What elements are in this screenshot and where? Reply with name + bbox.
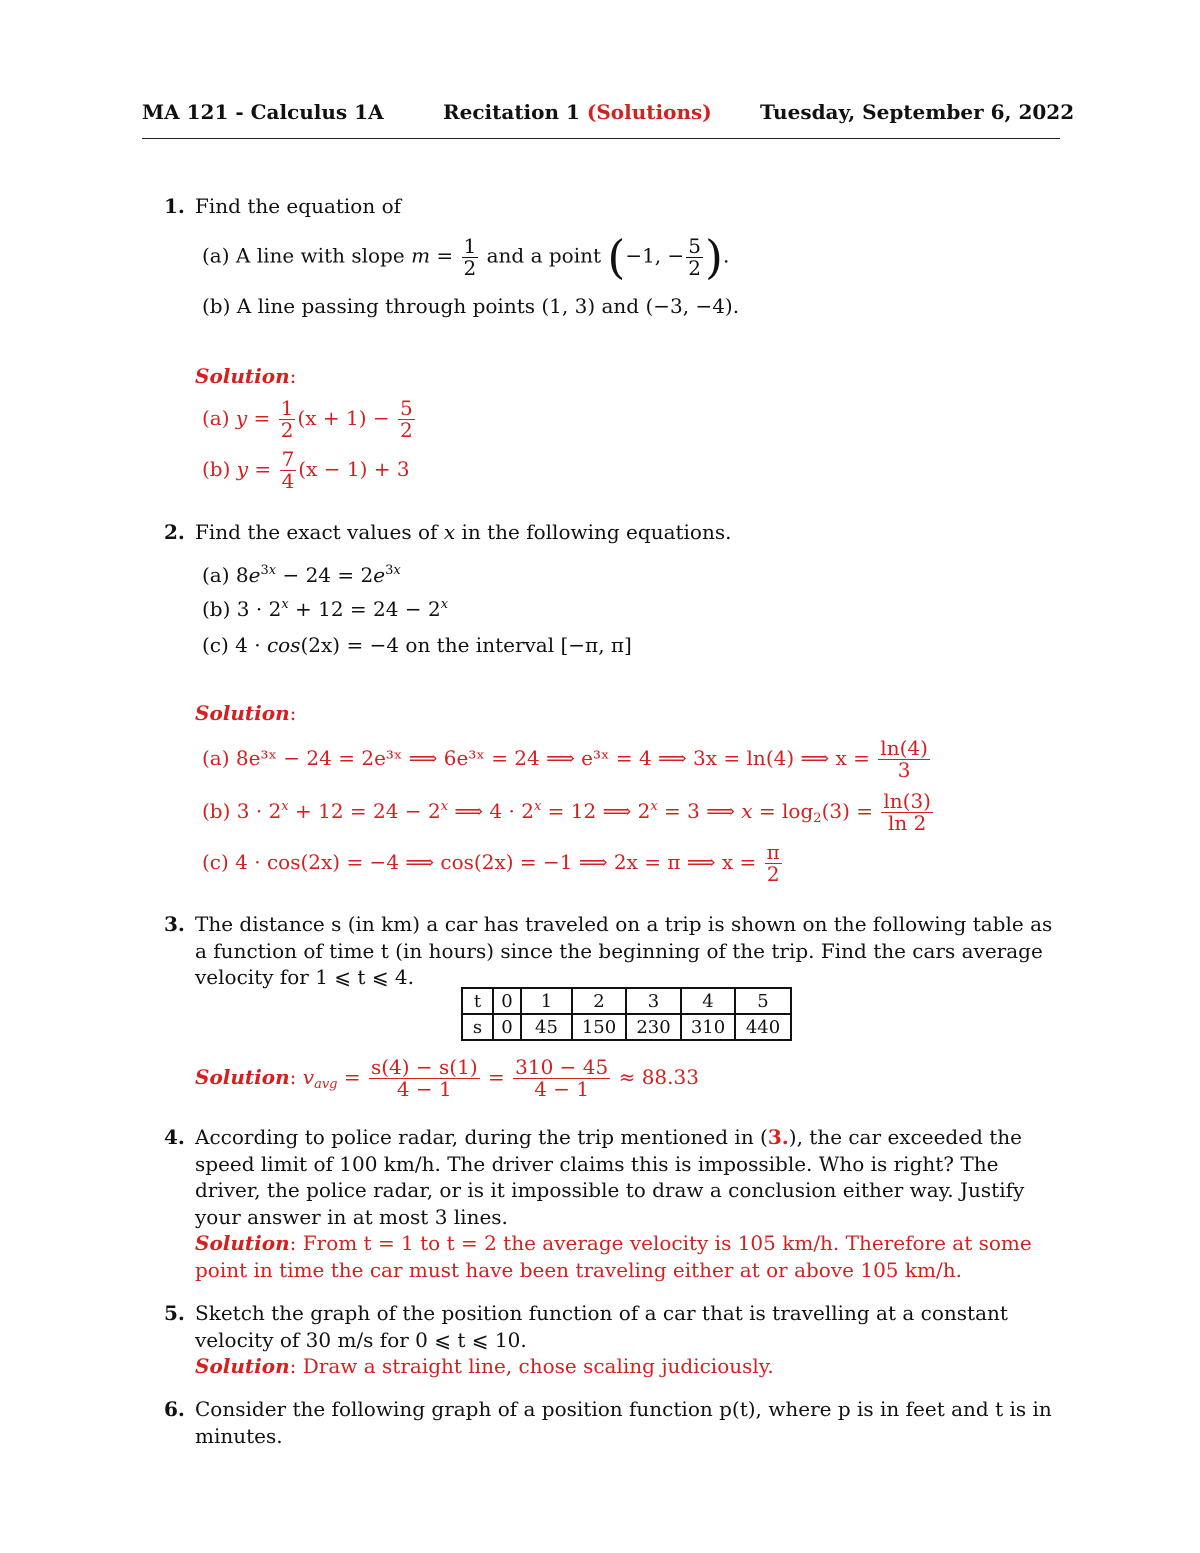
q5-solution: Solution: Draw a straight line, chose scaling judiciously.: [195, 1354, 774, 1378]
table-cell: 1: [521, 988, 572, 1014]
q5-number: 5.: [164, 1301, 185, 1325]
course-title: MA 121 - Calculus 1A: [142, 100, 384, 124]
table-cell: 2: [572, 988, 626, 1014]
q2-solution-label: Solution:: [195, 701, 297, 725]
header-rule: [142, 138, 1060, 139]
q3-number: 3.: [164, 912, 185, 936]
q1-solution-a: (a) y = $\frac{1}{2}$ (x + 1) − $\frac{5}{2}$: [202, 396, 413, 442]
q5-text: Sketch the graph of the position function of a car that is travelling at a constant velocity of 30 m/s for 0 ⩽ t ⩽ 10.: [195, 1301, 1008, 1352]
q2-solution-b: (b) $3 \cdot 2^x + 12 = 24 - 2^x$ ⟹ $4 \cdot 2^x = 12$ ⟹ $2^x = 3$ ⟹ $x = \log_2(3)$ = $\frac{\ln(3)}{\ln 2}$: [202, 789, 931, 835]
header-date: Tuesday, September 6, 2022: [760, 100, 1075, 124]
q2-solution-c: (c) 4 · cos(2x) = −4 ⟹ cos(2x) = −1 ⟹ 2x = π ⟹ x = $\frac{\pi}{2}$: [202, 840, 780, 886]
table-cell: 440: [735, 1014, 791, 1040]
q4-solution: Solution: From t = 1 to t = 2 the average velocity is 105 km/h. Therefore at some point in time the car must have been traveling either at or above 105 km/h.: [195, 1231, 1032, 1282]
q2c: (c) 4 · cos(2x) = −4 on the interval [−π, π]: [202, 633, 632, 657]
q1a: (a) A line with slope m = $\frac{1}{2}$ and a point (−1, − $\frac{5}{2}$ ).: [202, 230, 730, 284]
q2-solution-a: (a) 8e³ˣ − 24 = 2e³ˣ ⟹ 6e³ˣ = 24 ⟹ e³ˣ = 4 ⟹ 3x = ln(4) ⟹ x = $\frac{\ln(4)}{3}$: [202, 736, 928, 782]
table-cell: s: [462, 1014, 493, 1040]
table-cell: 0: [493, 988, 521, 1014]
table-cell: 0: [493, 1014, 521, 1040]
q1-prompt: Find the equation of: [195, 194, 402, 218]
recitation-label: Recitation 1: [443, 100, 580, 124]
q1-solution-label: Solution:: [195, 364, 297, 388]
q3-solution: Solution: $v_{avg}$ = $\frac{s(4) - s(1)}{4 - 1}$ = $\frac{310 - 45}{4 - 1}$ ≈ 88.33: [195, 1055, 699, 1101]
table-cell: 45: [521, 1014, 572, 1040]
table-cell: 4: [681, 988, 735, 1014]
table-row-t: [462, 988, 791, 1014]
table-row-s: [462, 1014, 791, 1040]
q1-solution-b: (b) y = $\frac{7}{4}$ (x − 1) + 3: [202, 447, 410, 493]
table-cell: 230: [626, 1014, 681, 1040]
q2a: (a) $8e^{3x} - 24 = 2e^{3x}$: [202, 563, 401, 587]
q6-text: Consider the following graph of a position function p(t), where p is in feet and t is in minutes.: [195, 1397, 1052, 1448]
q4-number: 4.: [164, 1125, 185, 1149]
q4-text: According to police radar, during the trip mentioned in (3.), the car exceeded the speed limit of 100 km/h. The driver claims this is impossible. Who is right? The driver, the police radar, or is it impossible to draw a conclusion either way. Justify your answer in at most 3 lines.: [195, 1125, 1025, 1229]
table-cell: t: [462, 988, 493, 1014]
q3-text: The distance s (in km) a car has traveled on a trip is shown on the following table as a function of time t (in hours) since the beginning of the trip. Find the cars average velocity for 1 ⩽ t ⩽ 4.: [195, 912, 1053, 989]
q1-number: 1.: [164, 194, 185, 218]
q2-number: 2.: [164, 520, 185, 544]
table-cell: 150: [572, 1014, 626, 1040]
q6-number: 6.: [164, 1397, 185, 1421]
q2-prompt: Find the exact values of x in the following equations.: [195, 520, 732, 544]
table-cell: 5: [735, 988, 791, 1014]
q1b: (b) A line passing through points (1, 3) and (−3, −4).: [202, 294, 740, 318]
table-cell: 310: [681, 1014, 735, 1040]
table-cell: 3: [626, 988, 681, 1014]
solutions-tag: (Solutions): [586, 100, 712, 124]
q2b: (b) $3 \cdot 2^x + 12 = 24 - 2^x$: [202, 597, 449, 621]
recitation-title: [443, 100, 712, 124]
distance-table: [461, 987, 792, 1041]
